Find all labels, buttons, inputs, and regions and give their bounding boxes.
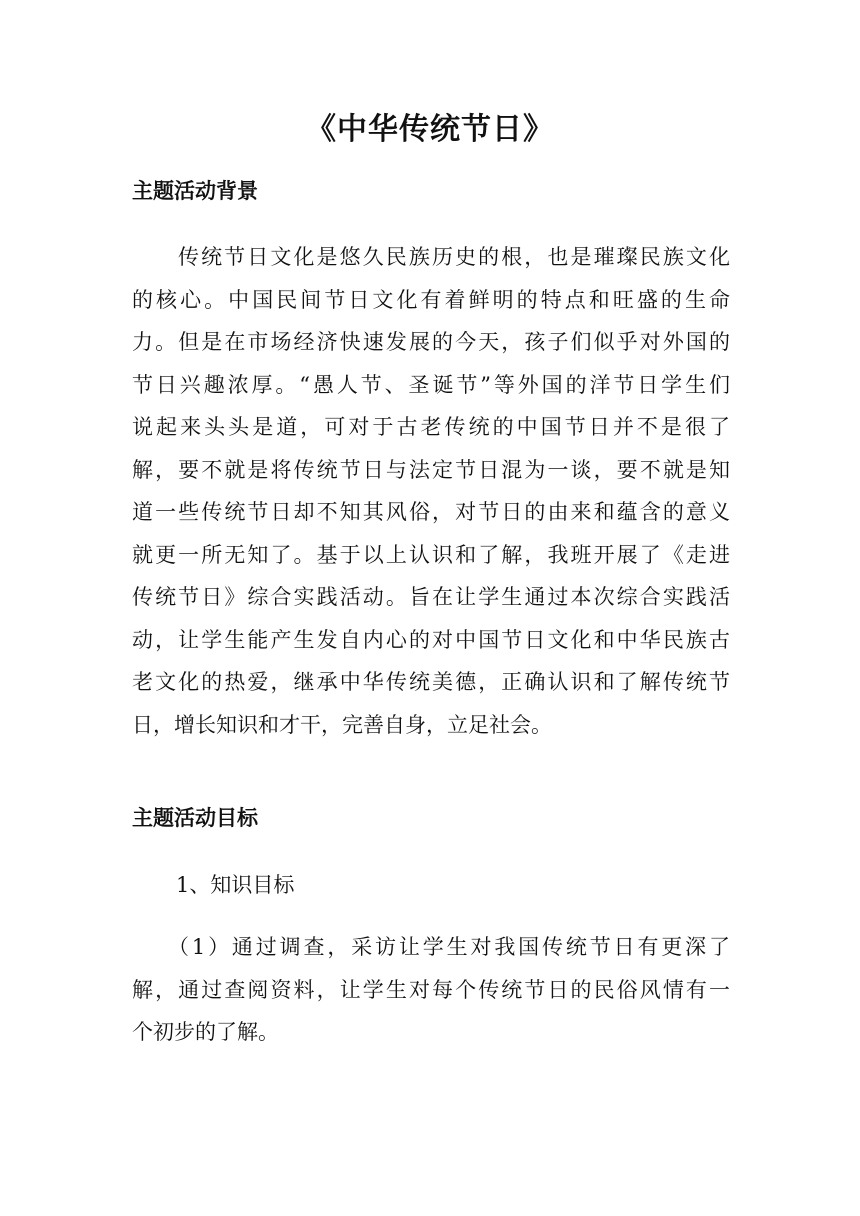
paragraph-line: 老文化的热爱，继承中华传统美德，正确认识和了解传统节 xyxy=(132,670,730,694)
paragraph-line: 日，增长知识和才干，完善自身，立足社会。 xyxy=(132,712,552,737)
paragraph-line: 节日兴趣浓厚。“愚人节、圣诞节”等外国的洋节日学生们 xyxy=(132,372,730,397)
paragraph-line: 就更一所无知了。基于以上认识和了解，我班开展了《走进 xyxy=(132,542,730,567)
section-heading-goals: 主题活动目标 xyxy=(132,805,258,830)
paragraph-line: 力。但是在市场经济快速发展的今天，孩子们似乎对外国的 xyxy=(132,330,730,354)
paragraph-line: 个初步的了解。 xyxy=(132,1020,279,1044)
paragraph-line: 说起来头头是道，可对于古老传统的中国节日并不是很了 xyxy=(132,415,730,439)
paragraph-line: 道一些传统节日却不知其风俗，对节日的由来和蕴含的意义 xyxy=(132,500,730,524)
paragraph-line: 传统节日》综合实践活动。旨在让学生通过本次综合实践活 xyxy=(132,585,730,609)
document-title: 《中华传统节日》 xyxy=(306,112,554,147)
knowledge-goal-paragraph xyxy=(132,926,730,1054)
paragraph-line: 动，让学生能产生发自内心的对中国节日文化和中华民族古 xyxy=(132,627,730,652)
paragraph-line: （1）通过调查，采访让学生对我国传统节日有更深了 xyxy=(168,935,730,959)
background-paragraph xyxy=(132,236,730,746)
paragraph-line: 解，要不就是将传统节日与法定节日混为一谈，要不就是知 xyxy=(132,457,730,482)
paragraph-line: 传统节日文化是悠久民族历史的根，也是璀璨民族文化 xyxy=(178,245,730,269)
paragraph-line: 的核心。中国民间节日文化有着鲜明的特点和旺盛的生命 xyxy=(132,287,730,312)
subheading-knowledge-goals: 1、知识目标 xyxy=(176,873,295,897)
section-heading-background: 主题活动背景 xyxy=(132,178,258,203)
paragraph-line: 解，通过查阅资料，让学生对每个传统节日的民俗风情有一 xyxy=(132,977,730,1002)
